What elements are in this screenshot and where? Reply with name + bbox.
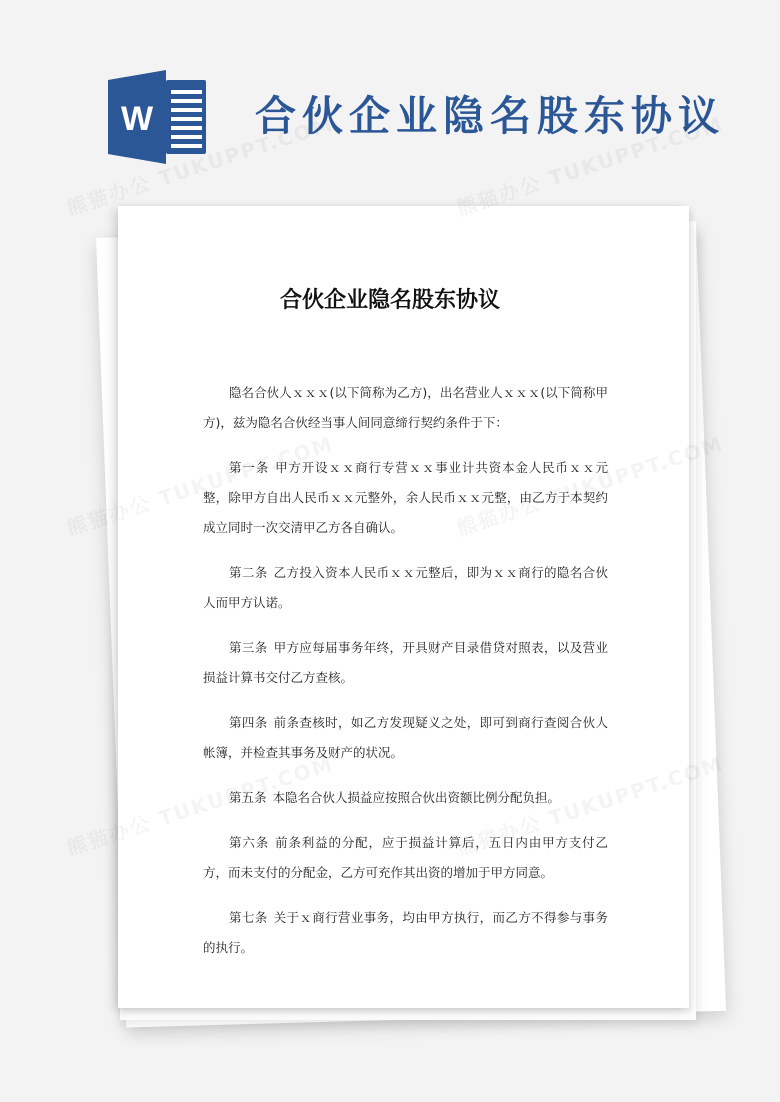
intro-paragraph: 隐名合伙人ｘｘｘ(以下简称为乙方)，出名营业人ｘｘｘ(以下简称甲方)，兹为隐名合伙经当事人间同意缔行契约条件于下： (203, 385, 608, 430)
article-number: 第六条 (229, 835, 270, 850)
article-text: 本隐名合伙人损益应按照合伙出资额比例分配负担。 (272, 790, 561, 805)
svg-text:W: W (120, 100, 154, 138)
article-5 (203, 783, 608, 813)
article-7 (203, 903, 608, 963)
article-3 (203, 633, 608, 693)
article-text: 关于ｘ商行营业事务，均由甲方执行，而乙方不得参与事务的执行。 (203, 910, 608, 955)
article-text: 前条利益的分配，应于损益计算后，五日内由甲方支付乙方，而未支付的分配金，乙方可充作其出资的增加于甲方同意。 (203, 835, 608, 880)
article-text: 甲方应每届事务年终，开具财产目录借贷对照表，以及营业损益计算书交付乙方查核。 (203, 640, 608, 685)
article-text: 甲方开设ｘｘ商行专营ｘｘ事业计共资本金人民币ｘｘ元整，除甲方自出人民币ｘｘ元整外，余人民币ｘｘ元整，由乙方于本契约成立同时一次交清甲乙方各自确认。 (203, 460, 608, 535)
article-6 (203, 828, 608, 888)
article-number: 第一条 (229, 460, 270, 475)
banner-title: 合伙企业隐名股东协议 (255, 92, 725, 140)
document-body (203, 378, 608, 978)
article-2 (203, 558, 608, 618)
article-number: 第四条 (229, 715, 268, 730)
article-4 (203, 708, 608, 768)
document-title: 合伙企业隐名股东协议 (279, 288, 500, 313)
article-number: 第二条 (229, 565, 268, 580)
article-text: 前条查核时，如乙方发现疑义之处，即可到商行查阅合伙人帐簿，并检查其事务及财产的状况。 (203, 715, 608, 760)
word-icon (108, 70, 208, 164)
article-number: 第七条 (229, 910, 268, 925)
article-1 (203, 453, 608, 543)
article-number: 第三条 (229, 640, 268, 655)
article-number: 第五条 (229, 790, 267, 805)
article-text: 乙方投入资本人民币ｘｘ元整后，即为ｘｘ商行的隐名合伙人而甲方认诺。 (203, 565, 608, 610)
